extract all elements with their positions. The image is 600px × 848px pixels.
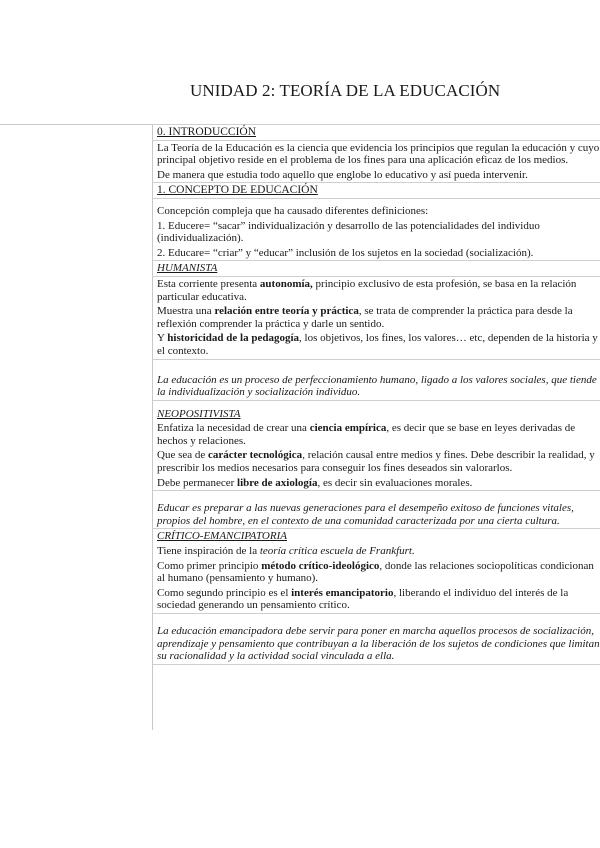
humanista-line-3 [157, 332, 600, 357]
left-column-top-rule [0, 124, 152, 125]
page-title: UNIDAD 2: TEORÍA DE LA EDUCACIÓN [190, 81, 501, 100]
bold-term: libre de axiología [237, 476, 318, 489]
humanista-line-1 [157, 278, 600, 303]
intro-paragraph-1: La Teoría de la Educación es la ciencia que evidencia los principios que regulan la educación y cuyo principal objetivo reside en el problema de los fines para una aplicación eficaz de los medios. [157, 141, 600, 167]
humanista-definition-quote: La educación es un proceso de perfeccionamiento humano, ligado a los valores sociales, que tiende la individualización y socialización individuo. [157, 373, 597, 399]
neopositivista-definition-quote: Educar es preparar a las nuevas generaciones para el desempeño exitoso de funciones vitales, propios del hombre, en el contexto de una comunidad caracterizada por una cierta cultura. [157, 502, 574, 527]
section-heading-concepto: 1. CONCEPTO DE EDUCACIÓN [157, 184, 318, 197]
text-run: Que sea de [157, 449, 209, 462]
paragraph [157, 448, 600, 475]
row-rule [152, 664, 600, 665]
text-run: principio exclusivo de esta profesión, se basa en la relación particular educativa. [157, 277, 577, 303]
paragraph [157, 421, 600, 448]
critico-line-3 [157, 587, 600, 612]
section-heading-introduccion: 0. INTRODUCCIÓN [157, 126, 257, 138]
text-run: , los objetivos, los fines, los valores… etc, dependen de la historia y el contexto. [157, 332, 598, 357]
notes-column [157, 124, 600, 665]
bold-term: método crítico-ideológico [261, 559, 380, 572]
spacer [157, 360, 600, 373]
paragraph [157, 586, 600, 613]
intro-paragraph-2: De manera que estudia todo aquello que englobe lo educativo y así pueda intervenir. [157, 168, 528, 181]
paragraph [157, 168, 600, 183]
text-run: Debe permanecer [157, 476, 238, 489]
paragraph [157, 304, 600, 331]
paragraph [157, 204, 600, 219]
text-run: Como segundo principio es el [157, 586, 292, 599]
paragraph [157, 246, 600, 261]
bold-term: autonomía, [259, 277, 313, 290]
section-heading-neopositivista: NEOPOSITIVISTA [157, 407, 241, 420]
text-run: Esta corriente presenta [157, 277, 260, 290]
text-run: , relación causal entre medios y fines. Debe describir la realidad, y prescribir los medios necesarios para conseguir los fines deseados sin valorarlos. [157, 449, 595, 475]
neopositivista-line-3 [157, 477, 600, 490]
neopositivista-line-2 [157, 449, 600, 474]
spacer [157, 614, 600, 624]
text-run: , donde las relaciones sociopolíticas condicionan al humano (pensamiento y humano). [157, 559, 594, 585]
bold-term: ciencia empírica [309, 422, 387, 435]
bold-term: carácter tecnológica [208, 449, 303, 462]
concepto-paragraph-1: Concepción compleja que ha causado diferentes definiciones: [157, 204, 429, 217]
margin-column-divider [152, 124, 153, 730]
bold-term: historicidad de la pedagogía [167, 332, 300, 345]
paragraph [157, 331, 600, 358]
paragraph [157, 559, 600, 586]
paragraph [157, 141, 600, 168]
critico-line-1 [157, 545, 600, 558]
humanista-line-2 [157, 305, 600, 330]
text-run: Como primer principio [157, 559, 262, 572]
section-heading-critico-emancipatoria: CRÍTICO-EMANCIPATORIA [157, 530, 287, 543]
text-run: Tiene inspiración de la [157, 545, 260, 558]
text-run: , se trata de comprender la práctica para desde la reflexión comprender la práctica y darle un sentido. [157, 305, 573, 330]
neopositivista-line-1 [157, 422, 600, 447]
paragraph [157, 219, 600, 246]
bold-term: relación entre teoría y práctica [214, 305, 359, 318]
spacer [157, 491, 600, 501]
section-heading-humanista: HUMANISTA [157, 262, 218, 275]
text-run: , es decir que se base en leyes derivadas de hechos y relaciones. [157, 422, 576, 447]
critico-definition-quote: La educación emancipadora debe servir para poner en marcha aquellos procesos de socialización, aprendizaje y pensamiento que contribuyan a la liberación de los sujetos de condiciones que limitan su racionalidad y la actividad social vinculada a ella. [157, 625, 600, 663]
paragraph [157, 476, 600, 491]
text-run: Muestra una [157, 305, 215, 318]
text-run: Y [157, 332, 168, 345]
paragraph [157, 544, 600, 559]
critico-line-2 [157, 560, 600, 585]
bold-term: interés emancipatorio [291, 586, 394, 599]
text-run: , liberando el individuo del interés de la sociedad generando un pensamiento crítico. [157, 586, 569, 612]
text-run: , es decir sin evaluaciones morales. [317, 476, 473, 489]
concepto-paragraph-2: 1. Educere= “sacar” individualización y desarrollo de las potencialidades del individuo (individualización). [157, 219, 540, 245]
concepto-paragraph-3: 2. Educare= “criar” y “educar” inclusión de los sujetos en la sociedad (socialización). [157, 246, 534, 259]
text-run: Enfatiza la necesidad de crear una [157, 422, 310, 435]
paragraph [157, 277, 600, 304]
italic-term: teoría crítica escuela de Frankfurt. [259, 545, 415, 558]
